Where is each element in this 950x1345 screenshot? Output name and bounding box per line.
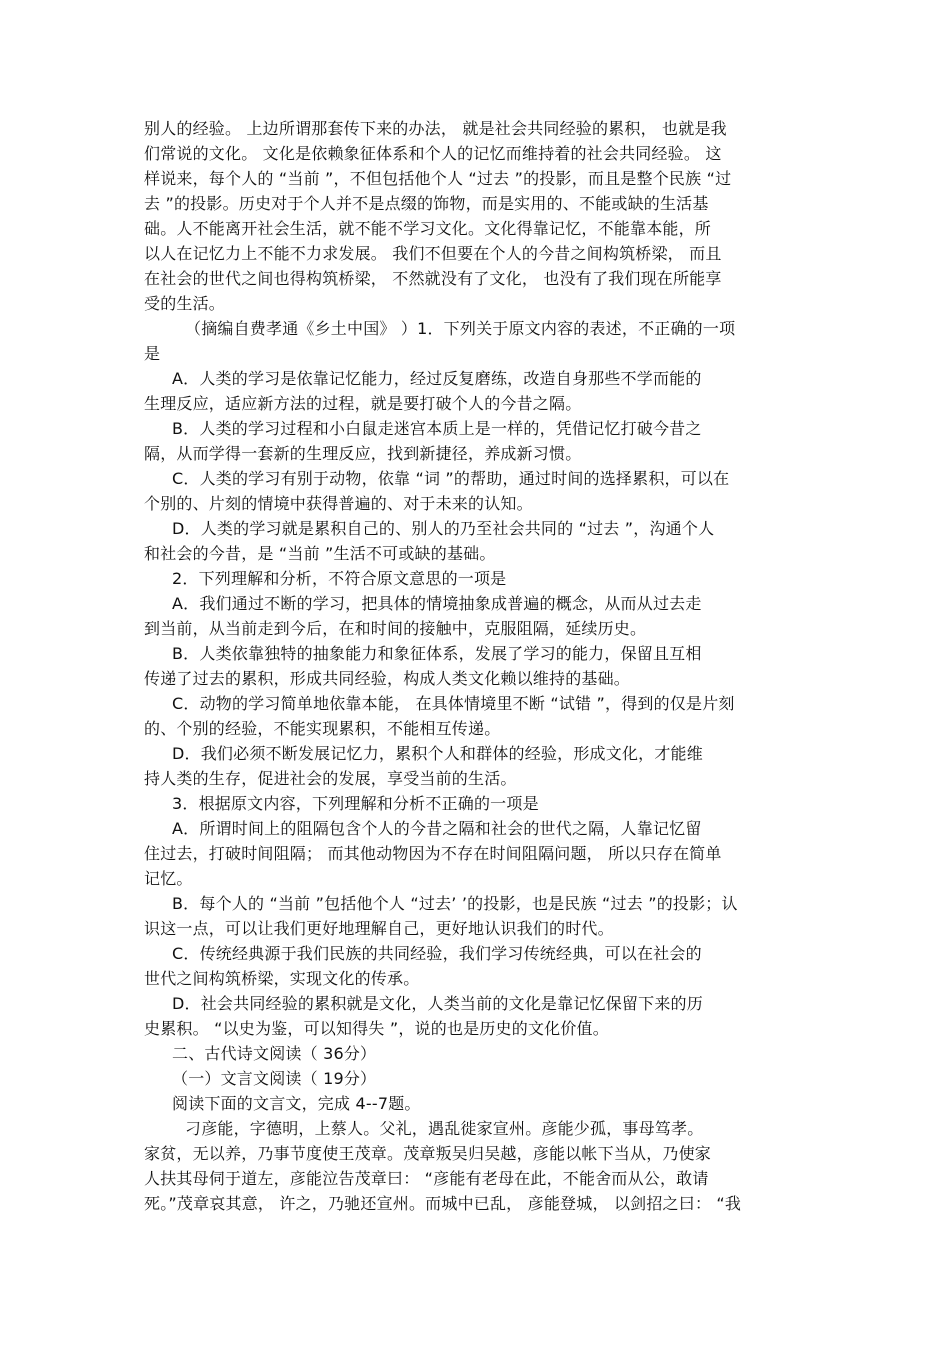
option-line: 和社会的今昔，是 “当前 ”生活不可或缺的基础。 (144, 544, 496, 563)
instruction-line: 阅读下面的文言文，完成 4--7题。 (172, 1094, 421, 1113)
option-line: D．我们必须不断发展记忆力，累积个人和群体的经验，形成文化，才能维 (172, 744, 703, 763)
text-line: 础。人不能离开社会生活，就不能不学习文化。文化得靠记忆，不能靠本能，所 (144, 219, 712, 238)
option-line: B．每个人的 “当前 ”包括他个人 “过去’ ’的投影，也是民族 “过去 ”的投影；认 (172, 894, 738, 913)
text-line: 样说来，每个人的 “当前 ”，不但包括他个人 “过去 ”的投影，而且是整个民族 “过 (144, 169, 732, 188)
passage-line: 刁彦能，字德明，上蔡人。父礼，遇乱徙家宣州。彦能少孤，事母笃孝。 (185, 1119, 704, 1138)
option-line: A．我们通过不断的学习，把具体的情境抽象成普遍的概念，从而从过去走 (172, 594, 702, 613)
passage-line: 家贫，无以养，乃事节度使王茂章。茂章叛吴归吴越，彦能以帐下当从，乃使家 (144, 1144, 712, 1163)
option-line: C．传统经典源于我们民族的共同经验，我们学习传统经典，可以在社会的 (172, 944, 702, 963)
option-line: 史累积。 “以史为鉴，可以知得失 ”，说的也是历史的文化价值。 (144, 1019, 609, 1038)
option-line: B．人类依靠独特的抽象能力和象征体系，发展了学习的能力，保留且互相 (172, 644, 702, 663)
passage-line: 死。”茂章哀其意， 许之，乃驰还宣州。而城中已乱， 彦能登城， 以剑招之曰： “我 (144, 1194, 742, 1213)
text-line: 受的生活。 (144, 294, 226, 313)
option-line: A．所谓时间上的阻隔包含个人的今昔之隔和社会的世代之隔，人靠记忆留 (172, 819, 702, 838)
subsection-heading: （一）文言文阅读（ 19分） (172, 1069, 377, 1088)
option-line: D．人类的学习就是累积自己的、别人的乃至社会共同的 “过去 ”，沟通个人 (172, 519, 715, 538)
text-line: 们常说的文化。 文化是依赖象征体系和个人的记忆而维持着的社会共同经验。 这 (144, 144, 722, 163)
option-line: D．社会共同经验的累积就是文化，人类当前的文化是靠记忆保留下来的历 (172, 994, 703, 1013)
option-line: 记忆。 (144, 869, 193, 888)
text-line: 是 (144, 344, 161, 363)
text-line: 以人在记忆力上不能不力求发展。 我们不但要在个人的今昔之间构筑桥梁， 而且 (144, 244, 722, 263)
text-line: 别人的经验。 上边所谓那套传下来的办法， 就是社会共同经验的累积， 也就是我 (144, 119, 727, 138)
option-line: 识这一点，可以让我们更好地理解自己，更好地认识我们的时代。 (144, 919, 614, 938)
option-line: 个别的、片刻的情境中获得普遍的、对于未来的认知。 (144, 494, 533, 513)
text-line: 在社会的世代之间也得构筑桥梁， 不然就没有了文化， 也没有了我们现在所能享 (144, 269, 722, 288)
option-line: 持人类的生存，促进社会的发展，享受当前的生活。 (144, 769, 517, 788)
option-line: 的、个别的经验，不能实现累积，不能相互传递。 (144, 719, 501, 738)
question-line: 2．下列理解和分析，不符合原文意思的一项是 (172, 569, 507, 588)
option-line: B．人类的学习过程和小白鼠走迷宫本质上是一样的，凭借记忆打破今昔之 (172, 419, 702, 438)
option-line: 到当前，从当前走到今后，在和时间的接触中，克服阻隔，延续历史。 (144, 619, 647, 638)
option-line: 生理反应，适应新方法的过程，就是要打破个人的今昔之隔。 (144, 394, 582, 413)
option-line: 隔，从而学得一套新的生理反应，找到新捷径，养成新习惯。 (144, 444, 582, 463)
text-line: 去 ”的投影。历史对于个人并不是点缀的饰物，而是实用的、不能或缺的生活基 (144, 194, 709, 213)
option-line: 住过去，打破时间阻隔； 而其他动物因为不存在时间阻隔问题， 所以只存在简单 (144, 844, 722, 863)
option-line: A．人类的学习是依靠记忆能力，经过反复磨练，改造自身那些不学而能的 (172, 369, 702, 388)
source-citation-line: （摘编自费孝通《乡土中国》 ）1．下列关于原文内容的表述，不正确的一项 (185, 319, 736, 338)
option-line: 传递了过去的累积，形成共同经验，构成人类文化赖以维持的基础。 (144, 669, 631, 688)
section-heading: 二、古代诗文阅读（ 36分） (172, 1044, 377, 1063)
passage-line: 人扶其母伺于道左，彦能泣告茂章曰： “彦能有老母在此，不能舍而从公，敢请 (144, 1169, 709, 1188)
option-line: C．动物的学习简单地依靠本能， 在具体情境里不断 “试错 ”，得到的仅是片刻 (172, 694, 735, 713)
question-line: 3．根据原文内容，下列理解和分析不正确的一项是 (172, 794, 539, 813)
option-line: 世代之间构筑桥梁，实现文化的传承。 (144, 969, 420, 988)
option-line: C．人类的学习有别于动物，依靠 “词 ”的帮助，通过时间的选择累积，可以在 (172, 469, 730, 488)
